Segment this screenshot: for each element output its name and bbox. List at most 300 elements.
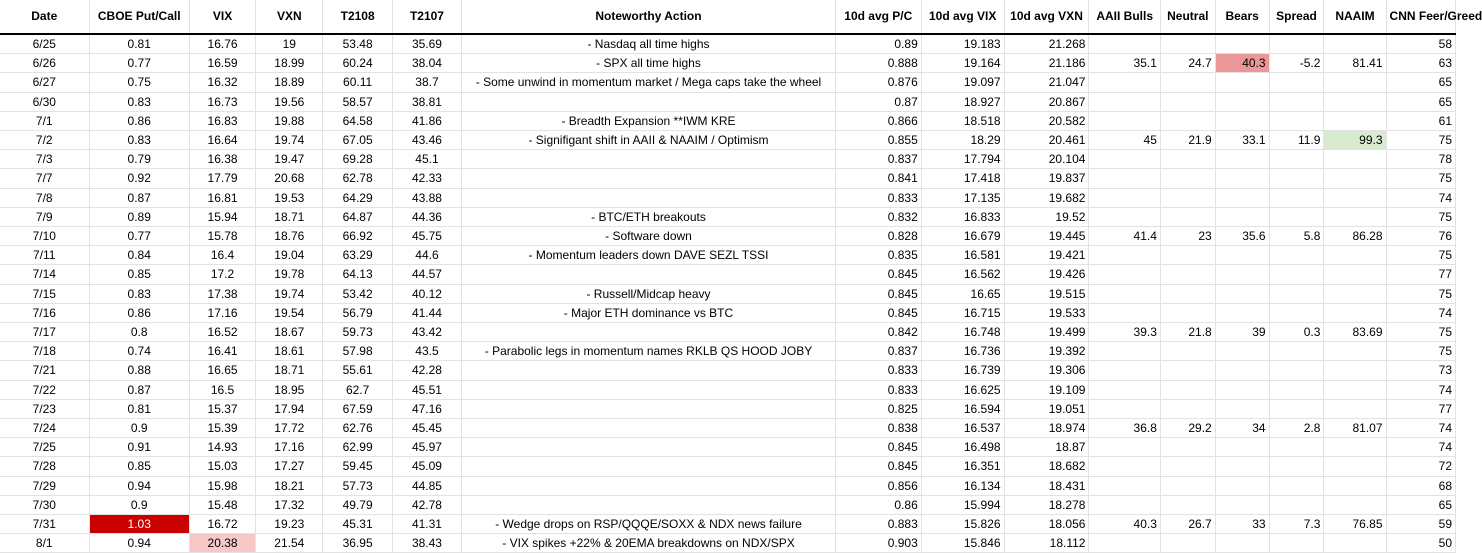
table-cell[interactable]: 15.98 xyxy=(189,476,255,495)
table-cell[interactable]: 0.83 xyxy=(89,284,189,303)
table-cell[interactable]: 0.825 xyxy=(835,399,921,418)
table-cell[interactable]: 55.61 xyxy=(323,361,392,380)
table-cell[interactable]: 15.48 xyxy=(189,495,255,514)
table-cell[interactable]: 19.392 xyxy=(1004,342,1089,361)
table-cell[interactable]: 19.499 xyxy=(1004,323,1089,342)
column-header[interactable]: T2107 xyxy=(392,0,461,34)
table-cell[interactable]: 0.9 xyxy=(89,495,189,514)
table-cell[interactable]: 7/29 xyxy=(0,476,89,495)
table-cell[interactable] xyxy=(1160,111,1215,130)
table-cell[interactable]: 0.94 xyxy=(89,534,189,553)
table-cell[interactable]: 64.29 xyxy=(323,188,392,207)
table-cell[interactable] xyxy=(1215,399,1269,418)
table-cell[interactable]: 17.72 xyxy=(256,419,323,438)
table-cell[interactable]: 44.57 xyxy=(392,265,461,284)
table-cell[interactable]: 45.97 xyxy=(392,438,461,457)
table-cell[interactable]: 17.94 xyxy=(256,399,323,418)
table-cell[interactable] xyxy=(1089,246,1160,265)
table-cell[interactable]: 18.99 xyxy=(256,54,323,73)
table-cell[interactable]: - Major ETH dominance vs BTC xyxy=(462,303,836,322)
table-cell[interactable]: 6/25 xyxy=(0,34,89,54)
table-cell[interactable]: 16.83 xyxy=(189,111,255,130)
table-cell[interactable]: 45 xyxy=(1089,131,1160,150)
table-cell[interactable]: 33.1 xyxy=(1215,131,1269,150)
table-cell[interactable] xyxy=(1324,457,1386,476)
table-cell[interactable]: - Nasdaq all time highs xyxy=(462,34,836,54)
table-cell[interactable]: 19.47 xyxy=(256,150,323,169)
table-cell[interactable]: 0.3 xyxy=(1269,323,1324,342)
table-cell[interactable]: 7/1 xyxy=(0,111,89,130)
table-cell[interactable]: 2.8 xyxy=(1269,419,1324,438)
table-cell[interactable]: 19.54 xyxy=(256,303,323,322)
table-cell[interactable]: 44.6 xyxy=(392,246,461,265)
table-cell[interactable]: 0.833 xyxy=(835,361,921,380)
table-cell[interactable]: 18.974 xyxy=(1004,419,1089,438)
table-cell[interactable]: 42.33 xyxy=(392,169,461,188)
table-cell[interactable] xyxy=(1089,495,1160,514)
table-cell[interactable]: 0.87 xyxy=(835,92,921,111)
table-cell[interactable]: 19.837 xyxy=(1004,169,1089,188)
table-cell[interactable]: 47.16 xyxy=(392,399,461,418)
table-cell[interactable]: 7/18 xyxy=(0,342,89,361)
table-cell[interactable]: 0.838 xyxy=(835,419,921,438)
table-cell[interactable]: 77 xyxy=(1386,399,1455,418)
table-cell[interactable]: 7/21 xyxy=(0,361,89,380)
table-cell[interactable]: 19.23 xyxy=(256,515,323,534)
table-cell[interactable]: 0.85 xyxy=(89,265,189,284)
table-cell[interactable] xyxy=(1215,265,1269,284)
table-cell[interactable]: 16.537 xyxy=(921,419,1004,438)
table-cell[interactable]: 18.518 xyxy=(921,111,1004,130)
table-cell[interactable]: 44.36 xyxy=(392,207,461,226)
column-header[interactable]: VIX xyxy=(189,0,255,34)
table-cell[interactable]: 0.86 xyxy=(89,303,189,322)
table-cell[interactable]: 7/25 xyxy=(0,438,89,457)
table-cell[interactable]: 20.38 xyxy=(189,534,255,553)
table-cell[interactable]: 21.268 xyxy=(1004,34,1089,54)
table-cell[interactable]: 16.498 xyxy=(921,438,1004,457)
table-cell[interactable]: 15.39 xyxy=(189,419,255,438)
table-cell[interactable]: 42.28 xyxy=(392,361,461,380)
table-cell[interactable]: 64.87 xyxy=(323,207,392,226)
table-cell[interactable] xyxy=(1215,457,1269,476)
table-cell[interactable] xyxy=(1269,438,1324,457)
table-cell[interactable]: 19.097 xyxy=(921,73,1004,92)
table-cell[interactable] xyxy=(1160,265,1215,284)
table-cell[interactable]: 58.57 xyxy=(323,92,392,111)
table-cell[interactable] xyxy=(1324,265,1386,284)
table-cell[interactable]: 0.845 xyxy=(835,284,921,303)
table-cell[interactable] xyxy=(1215,534,1269,553)
table-cell[interactable]: 45.51 xyxy=(392,380,461,399)
table-cell[interactable]: 29.2 xyxy=(1160,419,1215,438)
table-cell[interactable]: 16.562 xyxy=(921,265,1004,284)
table-cell[interactable] xyxy=(1324,438,1386,457)
table-cell[interactable] xyxy=(1215,111,1269,130)
table-cell[interactable]: 0.845 xyxy=(835,303,921,322)
table-cell[interactable]: 57.73 xyxy=(323,476,392,495)
table-cell[interactable]: 59.45 xyxy=(323,457,392,476)
table-cell[interactable]: 7/16 xyxy=(0,303,89,322)
table-cell[interactable]: 14.93 xyxy=(189,438,255,457)
column-header[interactable]: 10d avg P/C xyxy=(835,0,921,34)
table-cell[interactable]: 16.594 xyxy=(921,399,1004,418)
table-cell[interactable] xyxy=(1089,476,1160,495)
table-cell[interactable]: 0.845 xyxy=(835,457,921,476)
table-cell[interactable]: 41.44 xyxy=(392,303,461,322)
table-cell[interactable]: - Software down xyxy=(462,227,836,246)
table-cell[interactable]: 16.72 xyxy=(189,515,255,534)
table-cell[interactable] xyxy=(462,150,836,169)
table-cell[interactable]: 7/24 xyxy=(0,419,89,438)
table-cell[interactable]: 7/3 xyxy=(0,150,89,169)
table-cell[interactable]: - Parabolic legs in momentum names RKLB QS HOOD JOBY xyxy=(462,342,836,361)
table-cell[interactable] xyxy=(1215,303,1269,322)
table-cell[interactable]: 7/31 xyxy=(0,515,89,534)
table-cell[interactable]: 0.835 xyxy=(835,246,921,265)
table-cell[interactable]: 33 xyxy=(1215,515,1269,534)
table-cell[interactable]: 40.12 xyxy=(392,284,461,303)
table-cell[interactable] xyxy=(1269,342,1324,361)
table-cell[interactable]: 69.28 xyxy=(323,150,392,169)
table-cell[interactable] xyxy=(1215,438,1269,457)
table-cell[interactable]: 7/22 xyxy=(0,380,89,399)
table-cell[interactable]: 67.59 xyxy=(323,399,392,418)
table-cell[interactable] xyxy=(1160,380,1215,399)
table-cell[interactable]: 18.431 xyxy=(1004,476,1089,495)
table-cell[interactable]: 0.83 xyxy=(89,92,189,111)
table-cell[interactable]: 57.98 xyxy=(323,342,392,361)
table-cell[interactable]: 16.59 xyxy=(189,54,255,73)
table-cell[interactable]: 59.73 xyxy=(323,323,392,342)
table-cell[interactable] xyxy=(1324,342,1386,361)
table-cell[interactable]: 0.91 xyxy=(89,438,189,457)
table-cell[interactable]: 0.845 xyxy=(835,265,921,284)
table-cell[interactable] xyxy=(1215,380,1269,399)
table-cell[interactable]: 0.842 xyxy=(835,323,921,342)
table-cell[interactable]: 18.71 xyxy=(256,207,323,226)
table-cell[interactable] xyxy=(462,265,836,284)
table-cell[interactable]: 15.94 xyxy=(189,207,255,226)
table-cell[interactable]: 0.81 xyxy=(89,399,189,418)
table-cell[interactable]: 16.38 xyxy=(189,150,255,169)
table-cell[interactable]: - Breadth Expansion **IWM KRE xyxy=(462,111,836,130)
table-cell[interactable] xyxy=(1089,111,1160,130)
table-cell[interactable]: 65 xyxy=(1386,495,1455,514)
table-cell[interactable] xyxy=(462,476,836,495)
table-cell[interactable]: 18.61 xyxy=(256,342,323,361)
table-cell[interactable] xyxy=(1269,188,1324,207)
table-cell[interactable]: 0.855 xyxy=(835,131,921,150)
table-cell[interactable]: 19 xyxy=(256,34,323,54)
table-cell[interactable]: 17.2 xyxy=(189,265,255,284)
table-cell[interactable]: 0.883 xyxy=(835,515,921,534)
table-cell[interactable]: 7/11 xyxy=(0,246,89,265)
table-cell[interactable] xyxy=(1089,380,1160,399)
table-cell[interactable]: 20.867 xyxy=(1004,92,1089,111)
table-cell[interactable] xyxy=(1089,188,1160,207)
table-cell[interactable]: 74 xyxy=(1386,188,1455,207)
table-cell[interactable]: 63.29 xyxy=(323,246,392,265)
table-cell[interactable]: 17.27 xyxy=(256,457,323,476)
table-cell[interactable]: 62.99 xyxy=(323,438,392,457)
table-cell[interactable]: 0.8 xyxy=(89,323,189,342)
table-cell[interactable]: 0.77 xyxy=(89,54,189,73)
table-cell[interactable] xyxy=(1324,169,1386,188)
table-cell[interactable]: 81.41 xyxy=(1324,54,1386,73)
table-cell[interactable]: 86.28 xyxy=(1324,227,1386,246)
table-cell[interactable]: 15.994 xyxy=(921,495,1004,514)
table-cell[interactable]: 0.903 xyxy=(835,534,921,553)
table-cell[interactable] xyxy=(1089,534,1160,553)
table-cell[interactable] xyxy=(1324,476,1386,495)
table-cell[interactable]: 78 xyxy=(1386,150,1455,169)
table-cell[interactable]: 6/26 xyxy=(0,54,89,73)
table-cell[interactable] xyxy=(1160,399,1215,418)
table-cell[interactable]: 77 xyxy=(1386,265,1455,284)
table-cell[interactable]: 7/15 xyxy=(0,284,89,303)
table-cell[interactable] xyxy=(1215,188,1269,207)
table-cell[interactable]: 0.876 xyxy=(835,73,921,92)
table-cell[interactable]: 18.21 xyxy=(256,476,323,495)
table-cell[interactable] xyxy=(1269,399,1324,418)
table-cell[interactable]: 50 xyxy=(1386,534,1455,553)
table-cell[interactable]: 74 xyxy=(1386,380,1455,399)
table-cell[interactable]: 16.739 xyxy=(921,361,1004,380)
table-cell[interactable] xyxy=(1160,476,1215,495)
table-cell[interactable] xyxy=(1160,534,1215,553)
table-cell[interactable]: 19.164 xyxy=(921,54,1004,73)
table-cell[interactable]: 15.846 xyxy=(921,534,1004,553)
table-cell[interactable]: 23 xyxy=(1160,227,1215,246)
table-cell[interactable]: 0.74 xyxy=(89,342,189,361)
table-cell[interactable]: 0.866 xyxy=(835,111,921,130)
table-cell[interactable] xyxy=(1324,534,1386,553)
table-cell[interactable]: 36.95 xyxy=(323,534,392,553)
table-cell[interactable]: 0.833 xyxy=(835,380,921,399)
table-cell[interactable] xyxy=(1269,495,1324,514)
table-cell[interactable]: 18.87 xyxy=(1004,438,1089,457)
table-cell[interactable]: 7/30 xyxy=(0,495,89,514)
table-cell[interactable]: 38.81 xyxy=(392,92,461,111)
table-cell[interactable]: - Wedge drops on RSP/QQQE/SOXX & NDX news failure xyxy=(462,515,836,534)
table-cell[interactable] xyxy=(1089,342,1160,361)
table-cell[interactable]: 45.75 xyxy=(392,227,461,246)
table-cell[interactable]: 21.54 xyxy=(256,534,323,553)
table-cell[interactable]: 16.134 xyxy=(921,476,1004,495)
table-cell[interactable]: 18.89 xyxy=(256,73,323,92)
table-cell[interactable]: 73 xyxy=(1386,361,1455,380)
table-cell[interactable]: 18.927 xyxy=(921,92,1004,111)
table-cell[interactable]: 35.69 xyxy=(392,34,461,54)
table-cell[interactable] xyxy=(1160,284,1215,303)
table-cell[interactable]: 18.112 xyxy=(1004,534,1089,553)
table-cell[interactable]: 53.42 xyxy=(323,284,392,303)
table-cell[interactable] xyxy=(1089,169,1160,188)
table-cell[interactable]: 40.3 xyxy=(1215,54,1269,73)
table-cell[interactable] xyxy=(1215,73,1269,92)
table-cell[interactable]: 0.84 xyxy=(89,246,189,265)
table-cell[interactable]: 75 xyxy=(1386,284,1455,303)
table-cell[interactable]: 19.52 xyxy=(1004,207,1089,226)
table-cell[interactable] xyxy=(1215,34,1269,54)
table-cell[interactable]: 43.88 xyxy=(392,188,461,207)
table-cell[interactable]: 41.86 xyxy=(392,111,461,130)
table-cell[interactable] xyxy=(1160,73,1215,92)
table-cell[interactable]: 0.77 xyxy=(89,227,189,246)
table-cell[interactable]: 0.841 xyxy=(835,169,921,188)
table-cell[interactable]: 17.794 xyxy=(921,150,1004,169)
table-cell[interactable] xyxy=(1215,476,1269,495)
table-cell[interactable]: 35.1 xyxy=(1089,54,1160,73)
table-cell[interactable]: 0.94 xyxy=(89,476,189,495)
table-cell[interactable] xyxy=(1324,303,1386,322)
table-cell[interactable]: 7/8 xyxy=(0,188,89,207)
table-cell[interactable]: 19.306 xyxy=(1004,361,1089,380)
table-cell[interactable]: 74 xyxy=(1386,303,1455,322)
table-cell[interactable] xyxy=(1160,246,1215,265)
table-cell[interactable]: 60.24 xyxy=(323,54,392,73)
table-cell[interactable]: 38.7 xyxy=(392,73,461,92)
table-cell[interactable]: - SPX all time highs xyxy=(462,54,836,73)
table-cell[interactable]: 17.38 xyxy=(189,284,255,303)
table-cell[interactable] xyxy=(1324,73,1386,92)
table-cell[interactable]: 19.682 xyxy=(1004,188,1089,207)
table-cell[interactable]: 20.461 xyxy=(1004,131,1089,150)
table-cell[interactable]: 18.278 xyxy=(1004,495,1089,514)
table-cell[interactable]: 16.748 xyxy=(921,323,1004,342)
table-cell[interactable]: 7/14 xyxy=(0,265,89,284)
table-cell[interactable] xyxy=(1160,207,1215,226)
table-cell[interactable]: 45.31 xyxy=(323,515,392,534)
table-cell[interactable] xyxy=(462,419,836,438)
table-cell[interactable]: 75 xyxy=(1386,131,1455,150)
table-cell[interactable]: 0.837 xyxy=(835,150,921,169)
table-cell[interactable]: 24.7 xyxy=(1160,54,1215,73)
table-cell[interactable]: 7.3 xyxy=(1269,515,1324,534)
table-cell[interactable]: 20.582 xyxy=(1004,111,1089,130)
table-cell[interactable] xyxy=(1215,92,1269,111)
table-cell[interactable]: 7/17 xyxy=(0,323,89,342)
table-cell[interactable]: 7/2 xyxy=(0,131,89,150)
table-cell[interactable]: 58 xyxy=(1386,34,1455,54)
table-cell[interactable]: 0.79 xyxy=(89,150,189,169)
table-cell[interactable] xyxy=(1160,361,1215,380)
table-cell[interactable] xyxy=(1160,34,1215,54)
table-cell[interactable]: 60.11 xyxy=(323,73,392,92)
column-header[interactable]: NAAIM xyxy=(1324,0,1386,34)
table-cell[interactable] xyxy=(1160,188,1215,207)
table-cell[interactable]: 74 xyxy=(1386,419,1455,438)
table-cell[interactable] xyxy=(1160,342,1215,361)
table-cell[interactable] xyxy=(1215,169,1269,188)
table-cell[interactable]: 43.46 xyxy=(392,131,461,150)
table-cell[interactable] xyxy=(462,169,836,188)
table-cell[interactable]: 0.92 xyxy=(89,169,189,188)
table-cell[interactable]: - BTC/ETH breakouts xyxy=(462,207,836,226)
table-cell[interactable]: 16.625 xyxy=(921,380,1004,399)
table-cell[interactable] xyxy=(1269,265,1324,284)
table-cell[interactable]: 6/30 xyxy=(0,92,89,111)
table-cell[interactable]: 75 xyxy=(1386,207,1455,226)
table-cell[interactable]: 64.58 xyxy=(323,111,392,130)
table-cell[interactable]: 0.87 xyxy=(89,380,189,399)
table-cell[interactable]: 42.78 xyxy=(392,495,461,514)
table-cell[interactable]: 16.41 xyxy=(189,342,255,361)
table-cell[interactable]: 41.31 xyxy=(392,515,461,534)
table-cell[interactable] xyxy=(1089,399,1160,418)
table-cell[interactable]: 20.104 xyxy=(1004,150,1089,169)
table-cell[interactable]: 19.53 xyxy=(256,188,323,207)
table-cell[interactable]: 16.679 xyxy=(921,227,1004,246)
table-cell[interactable]: 0.837 xyxy=(835,342,921,361)
table-cell[interactable]: 65 xyxy=(1386,92,1455,111)
table-cell[interactable] xyxy=(1324,111,1386,130)
column-header[interactable]: Noteworthy Action xyxy=(462,0,836,34)
table-cell[interactable]: 16.833 xyxy=(921,207,1004,226)
table-cell[interactable]: 75 xyxy=(1386,342,1455,361)
table-cell[interactable]: 5.8 xyxy=(1269,227,1324,246)
table-cell[interactable]: 34 xyxy=(1215,419,1269,438)
table-cell[interactable] xyxy=(1215,207,1269,226)
table-cell[interactable]: -5.2 xyxy=(1269,54,1324,73)
table-cell[interactable]: - Some unwind in momentum market / Mega caps take the wheel xyxy=(462,73,836,92)
table-cell[interactable] xyxy=(1089,265,1160,284)
table-cell[interactable]: 6/27 xyxy=(0,73,89,92)
table-cell[interactable]: 16.64 xyxy=(189,131,255,150)
table-cell[interactable]: 16.65 xyxy=(189,361,255,380)
table-cell[interactable] xyxy=(1324,188,1386,207)
table-cell[interactable]: - Momentum leaders down DAVE SEZL TSSI xyxy=(462,246,836,265)
table-cell[interactable]: 43.5 xyxy=(392,342,461,361)
table-cell[interactable]: 18.76 xyxy=(256,227,323,246)
column-header[interactable]: Bears xyxy=(1215,0,1269,34)
table-cell[interactable]: 17.135 xyxy=(921,188,1004,207)
table-cell[interactable] xyxy=(1215,246,1269,265)
table-cell[interactable] xyxy=(1089,207,1160,226)
table-cell[interactable]: - Russell/Midcap heavy xyxy=(462,284,836,303)
table-cell[interactable]: 19.515 xyxy=(1004,284,1089,303)
table-cell[interactable]: 18.95 xyxy=(256,380,323,399)
table-cell[interactable] xyxy=(1215,150,1269,169)
table-cell[interactable]: - VIX spikes +22% & 20EMA breakdowns on NDX/SPX xyxy=(462,534,836,553)
table-cell[interactable]: 18.056 xyxy=(1004,515,1089,534)
table-cell[interactable]: 7/7 xyxy=(0,169,89,188)
table-cell[interactable]: 19.426 xyxy=(1004,265,1089,284)
table-cell[interactable]: 83.69 xyxy=(1324,323,1386,342)
table-cell[interactable]: 7/23 xyxy=(0,399,89,418)
table-cell[interactable]: 7/10 xyxy=(0,227,89,246)
table-cell[interactable]: 21.186 xyxy=(1004,54,1089,73)
table-cell[interactable]: 0.83 xyxy=(89,131,189,150)
table-cell[interactable]: 75 xyxy=(1386,246,1455,265)
column-header[interactable]: CNN Feer/Greed xyxy=(1386,0,1455,34)
table-cell[interactable]: 19.109 xyxy=(1004,380,1089,399)
table-cell[interactable] xyxy=(1089,150,1160,169)
table-cell[interactable]: 0.845 xyxy=(835,438,921,457)
table-cell[interactable]: 56.79 xyxy=(323,303,392,322)
table-cell[interactable]: 0.86 xyxy=(89,111,189,130)
table-cell[interactable]: 63 xyxy=(1386,54,1455,73)
table-cell[interactable]: 38.43 xyxy=(392,534,461,553)
column-header[interactable]: CBOE Put/Call xyxy=(89,0,189,34)
table-cell[interactable] xyxy=(462,92,836,111)
table-cell[interactable]: 19.78 xyxy=(256,265,323,284)
table-cell[interactable]: 43.42 xyxy=(392,323,461,342)
table-cell[interactable]: 35.6 xyxy=(1215,227,1269,246)
table-cell[interactable] xyxy=(1269,150,1324,169)
column-header[interactable]: AAII Bulls xyxy=(1089,0,1160,34)
